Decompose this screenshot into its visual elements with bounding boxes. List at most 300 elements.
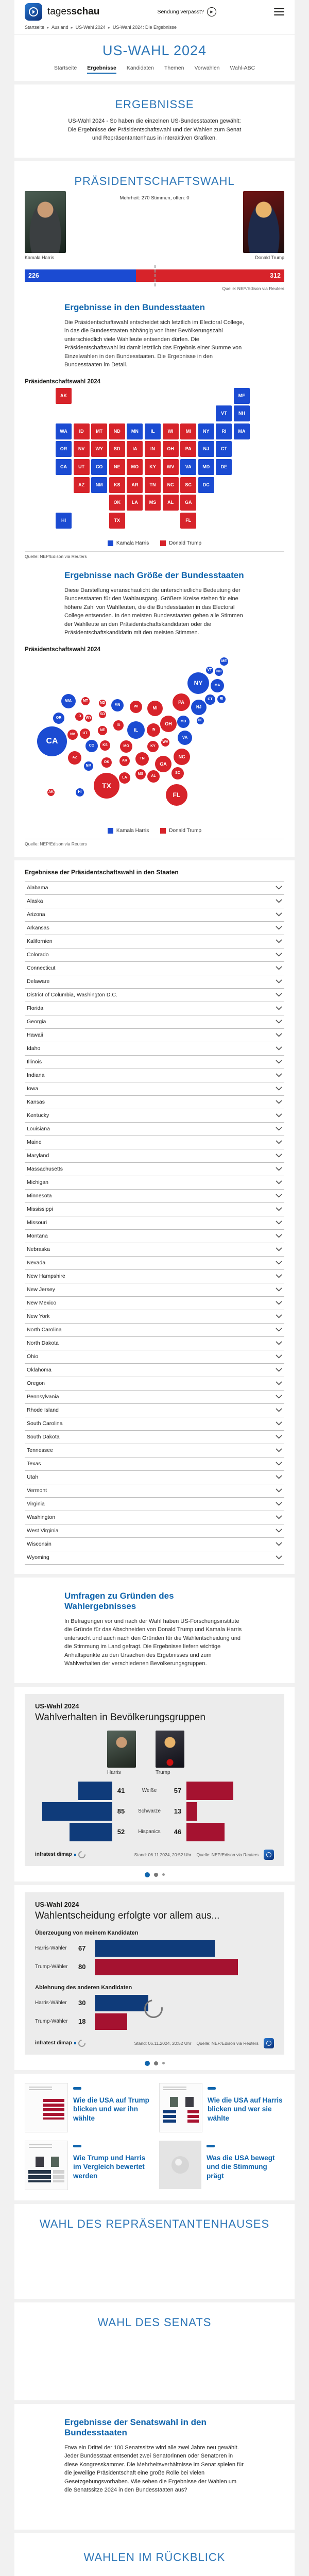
demographic-row: 52 Hispanics 46 <box>35 1822 274 1842</box>
chevron-down-icon <box>276 1408 282 1412</box>
section-repraesentantenhaus <box>14 2204 295 2299</box>
chevron-down-icon <box>276 979 282 984</box>
map-state-AK[interactable]: AK <box>56 388 72 404</box>
state-accordion-row[interactable]: Vermont <box>25 1484 284 1497</box>
chevron-down-icon <box>276 1127 282 1131</box>
bubble-TX[interactable]: TX <box>94 773 119 799</box>
chevron-down-icon <box>276 1247 282 1251</box>
carousel-dot[interactable] <box>154 2061 158 2065</box>
infografik-teaser-grid <box>14 2074 295 2200</box>
infografik-teaser[interactable] <box>159 2141 284 2190</box>
teaser-title: Wie Trump und Harris im Vergleich bewertet werden <box>73 2154 150 2181</box>
source-note: Quelle: NEP/Edison via Reuters <box>25 286 284 291</box>
chevron-down-icon <box>276 1154 282 1158</box>
map-state-IN[interactable]: IN <box>145 441 161 457</box>
map-state-UT[interactable]: UT <box>74 459 90 475</box>
president-state-map <box>25 388 284 535</box>
page <box>14 0 295 2576</box>
legend-item: Kamala Harris <box>108 540 149 546</box>
state-accordion-row[interactable]: Montana <box>25 1229 284 1243</box>
bubble-MO[interactable]: MO <box>120 740 132 753</box>
map-state-SC[interactable]: SC <box>180 477 196 493</box>
demographics-chart-card <box>25 1694 284 1866</box>
bubble-ME[interactable]: ME <box>220 657 228 666</box>
state-accordion-row[interactable]: Wyoming <box>25 1551 284 1565</box>
state-accordion-row[interactable]: Idaho <box>25 1042 284 1055</box>
bubble-UT[interactable]: UT <box>80 728 90 739</box>
bubble-ID[interactable]: ID <box>75 713 83 721</box>
bubble-SD[interactable]: SD <box>99 711 106 718</box>
hub-tab[interactable]: Kandidaten <box>127 65 154 74</box>
state-accordion-row[interactable]: Wisconsin <box>25 1537 284 1551</box>
senate-results-heading: Ergebnisse der Senatswahl in den Bundesstaaten <box>64 2417 245 2438</box>
bubble-HI[interactable]: HI <box>76 788 84 796</box>
bubble-MS[interactable]: MS <box>135 769 146 779</box>
bubble-CT[interactable]: CT <box>205 694 215 705</box>
source-note: Quelle: NEP/Edison via Reuters <box>197 2041 259 2046</box>
bubble-TN[interactable]: TN <box>135 752 149 766</box>
state-accordion-row[interactable]: Nebraska <box>25 1243 284 1256</box>
decision-row: Harris-Wähler 30 <box>35 1994 274 2012</box>
bubble-MT[interactable]: MT <box>81 697 90 705</box>
brand-bold: schau <box>71 6 99 17</box>
map-state-HI[interactable]: HI <box>56 513 72 529</box>
tagesschau-mini-logo-icon <box>264 2038 274 2048</box>
trump-votes: 312 <box>270 272 281 279</box>
decision-chart-card <box>25 1892 284 2055</box>
bubble-GA[interactable]: GA <box>155 756 171 772</box>
bubble-WY[interactable]: WY <box>85 715 92 722</box>
bubble-legend <box>14 828 295 834</box>
breadcrumb-item[interactable]: Startseite ▸ <box>25 25 52 30</box>
state-accordion-row[interactable]: Connecticut <box>25 961 284 975</box>
harris-votes: 226 <box>28 272 39 279</box>
state-accordion-row[interactable]: Massachusetts <box>25 1162 284 1176</box>
map-state-DE[interactable]: DE <box>216 459 232 475</box>
map-state-CA[interactable]: CA <box>56 459 72 475</box>
source-note: Quelle: NEP/Edison via Reuters <box>25 841 284 846</box>
state-accordion-row[interactable]: Pennsylvania <box>25 1390 284 1403</box>
demographic-rows <box>35 1781 274 1842</box>
state-accordion-row[interactable]: New York <box>25 1310 284 1323</box>
map-state-SD[interactable]: SD <box>109 441 125 457</box>
bilder-badge <box>73 2087 81 2090</box>
bubble-KY[interactable]: KY <box>147 741 159 752</box>
state-accordion-row[interactable]: Minnesota <box>25 1189 284 1202</box>
brand-wordmark[interactable] <box>47 6 99 18</box>
legend-swatch-icon <box>108 540 113 546</box>
infratest-arc-icon <box>77 2038 87 2048</box>
state-accordion-row[interactable]: Virginia <box>25 1497 284 1511</box>
map-state-OK[interactable]: OK <box>109 495 125 511</box>
map-state-OH[interactable]: OH <box>163 441 179 457</box>
chevron-down-icon <box>276 939 282 943</box>
map-state-IA[interactable]: IA <box>127 441 143 457</box>
president-bubble-map <box>25 657 284 823</box>
bubble-KS[interactable]: KS <box>100 740 110 751</box>
teaser-title: Was die USA bewegt und die Stimmung prägt <box>207 2154 284 2181</box>
state-accordion-row[interactable]: Rhode Island <box>25 1403 284 1417</box>
map-state-WI[interactable]: WI <box>163 423 179 439</box>
state-accordion-row[interactable]: Nevada <box>25 1256 284 1269</box>
state-accordion-row[interactable]: District of Columbia, Washington D.C. <box>25 988 284 1002</box>
bubble-AZ[interactable]: AZ <box>68 751 81 765</box>
bubble-OR[interactable]: OR <box>53 713 64 724</box>
state-accordion-row[interactable]: New Hampshire <box>25 1269 284 1283</box>
state-accordion-row[interactable]: South Carolina <box>25 1417 284 1430</box>
carousel-dot-active[interactable] <box>145 2061 150 2066</box>
map-state-LA[interactable]: LA <box>127 495 143 511</box>
chevron-down-icon <box>276 1314 282 1318</box>
site-header <box>14 0 295 81</box>
chevron-down-icon <box>276 1261 282 1265</box>
infratest-dot-icon <box>74 1854 76 1856</box>
chart-title: Wahlverhalten in Bevölkerungsgruppen <box>35 1712 274 1723</box>
map-state-FL[interactable]: FL <box>180 513 196 529</box>
state-accordion-row[interactable]: Florida <box>25 1002 284 1015</box>
chevron-down-icon <box>276 1046 282 1050</box>
chevron-down-icon <box>276 1328 282 1332</box>
teaser-thumbnail <box>25 2083 68 2132</box>
bubble-CO[interactable]: CO <box>85 740 98 752</box>
decision-row: Trump-Wähler 80 <box>35 1958 274 1976</box>
map-state-CO[interactable]: CO <box>91 459 107 475</box>
map-state-IL[interactable]: IL <box>145 423 161 439</box>
bubble-NY[interactable]: NY <box>187 672 209 694</box>
section-umfragen <box>14 1578 295 1683</box>
infografik-teaser[interactable] <box>25 2083 150 2132</box>
chevron-down-icon <box>276 1207 282 1211</box>
state-accordion-row[interactable]: Texas <box>25 1457 284 1470</box>
bubble-AL[interactable]: AL <box>147 770 160 783</box>
bubble-PA[interactable]: PA <box>173 693 190 711</box>
bubble-VT[interactable]: VT <box>206 667 213 674</box>
map-state-MA[interactable]: MA <box>234 423 250 439</box>
chevron-down-icon <box>276 1448 282 1452</box>
infratest-arc-icon <box>77 1850 87 1860</box>
bubble-IL[interactable]: IL <box>127 721 145 739</box>
map-state-KS[interactable]: KS <box>109 477 125 493</box>
legend-swatch-icon <box>160 540 166 546</box>
map-state-TX[interactable]: TX <box>109 513 125 529</box>
majority-note: Mehrheit: 270 Stimmen, offen: 0 <box>25 191 284 201</box>
bubble-MI[interactable]: MI <box>147 701 163 716</box>
bubble-WI[interactable]: WI <box>130 701 142 713</box>
chevron-down-icon <box>276 1301 282 1305</box>
map-legend <box>14 540 295 546</box>
map-state-NV[interactable]: NV <box>74 441 90 457</box>
state-accordion-row[interactable]: Oklahoma <box>25 1363 284 1377</box>
section-praesidentschaftswahl <box>14 161 295 857</box>
state-accordion-row[interactable]: Alaska <box>25 894 284 908</box>
bubble-NM[interactable]: NM <box>84 761 93 771</box>
map-state-DC[interactable]: DC <box>198 477 214 493</box>
state-accordion-row[interactable]: Arkansas <box>25 921 284 935</box>
bubble-WA[interactable]: WA <box>61 694 76 708</box>
trump-votes-bar <box>136 269 284 282</box>
map-state-NM[interactable]: NM <box>91 477 107 493</box>
chevron-down-icon <box>276 912 282 917</box>
hub-tab[interactable]: Ergebnisse <box>87 65 116 74</box>
hub-tab[interactable]: Vorwahlen <box>194 65 219 74</box>
teaser-thumbnail <box>159 2083 202 2132</box>
chevron-down-icon <box>276 993 282 997</box>
harris-votes-bar <box>25 269 136 282</box>
carousel-dot-active[interactable] <box>145 1872 150 1877</box>
chart-title: Wahlentscheidung erfolgte vor allem aus... <box>35 1910 274 1922</box>
legend-item: Kamala Harris <box>108 828 149 834</box>
carousel-dot[interactable] <box>162 2062 165 2064</box>
bubble-CA[interactable]: CA <box>37 726 67 756</box>
chevron-down-icon <box>276 1180 282 1184</box>
chevron-down-icon <box>276 899 282 903</box>
map-state-NJ[interactable]: NJ <box>198 441 214 457</box>
bubble-NE[interactable]: NE <box>98 726 107 735</box>
map-state-MO[interactable]: MO <box>127 459 143 475</box>
bubble-NH[interactable]: NH <box>215 668 223 676</box>
chevron-down-icon <box>276 1488 282 1493</box>
bubble-LA[interactable]: LA <box>119 772 130 784</box>
map-label: Präsidentschaftswahl 2024 <box>25 379 295 385</box>
bilder-badge <box>208 2087 216 2090</box>
teaser-thumbnail <box>159 2141 201 2189</box>
map-state-NE[interactable]: NE <box>109 459 125 475</box>
map-state-ID[interactable]: ID <box>74 423 90 439</box>
map-state-RI[interactable]: RI <box>216 423 232 439</box>
harris-caption: Harris <box>107 1770 121 1775</box>
states-subheading: Ergebnisse in den Bundesstaaten <box>64 302 245 313</box>
bubble-AR[interactable]: AR <box>119 756 130 766</box>
section-chart-decision <box>14 1885 295 2070</box>
house-heading: WAHL DES REPRÄSENTANTENHAUSES <box>14 2217 295 2231</box>
bubble-IN[interactable]: IN <box>147 723 160 737</box>
map-state-AL[interactable]: AL <box>163 495 179 511</box>
legend-swatch-icon <box>108 828 113 834</box>
harris-photo <box>25 191 66 253</box>
bubble-NC[interactable]: NC <box>174 749 190 765</box>
teaser-title: Wie die USA auf Trump blicken und wer ihn wählte <box>73 2096 150 2123</box>
state-accordion-row[interactable]: Mississippi <box>25 1202 284 1216</box>
map-state-ND[interactable]: ND <box>109 423 125 439</box>
page-title: US-WAHL 2024 <box>14 43 295 59</box>
source-note: Quelle: NEP/Edison via Reuters <box>197 1852 259 1857</box>
map-state-MN[interactable]: MN <box>127 423 143 439</box>
chevron-down-icon <box>276 1542 282 1546</box>
state-accordion-row[interactable]: North Dakota <box>25 1336 284 1350</box>
state-accordion-row[interactable]: Kalifornien <box>25 935 284 948</box>
section-rueckblick <box>14 2533 295 2576</box>
state-accordion-row[interactable]: South Dakota <box>25 1430 284 1444</box>
state-accordion-row[interactable]: Delaware <box>25 975 284 988</box>
bilder-badge <box>207 2145 215 2147</box>
trump-name: Donald Trump <box>255 255 284 260</box>
state-accordion-row[interactable]: Indiana <box>25 1069 284 1082</box>
chevron-down-icon <box>276 886 282 890</box>
bubble-SC[interactable]: SC <box>171 767 184 779</box>
demographic-row: 85 Schwarze 13 <box>35 1801 274 1822</box>
state-accordion-row[interactable]: Washington <box>25 1511 284 1524</box>
bubble-VA[interactable]: VA <box>178 731 192 745</box>
map-state-OR[interactable]: OR <box>56 441 72 457</box>
chevron-down-icon <box>276 1274 282 1278</box>
state-accordion-row[interactable]: Maine <box>25 1136 284 1149</box>
bubble-OK[interactable]: OK <box>101 757 112 768</box>
state-accordion-row[interactable]: Utah <box>25 1470 284 1484</box>
umfragen-heading: Umfragen zu Gründen des Wahlergebnisses <box>64 1591 245 1612</box>
senate-results-text: Etwa ein Drittel der 100 Senatssitze wird alle zwei Jahre neu gewählt. Jeder Bundesstaat entsendet zwei Senatorinnen oder Senatoren in diese Kongresskammer. Die Mehrheitsverhältnisse im Senat spielen für die jeweilige Präsidentschaft eine große Rolle bei vielen Gesetzgebungsvorhaben. Wie sehen die Ergebnisse der Wahlen um die Senatssitze 2024 in den Bundesstaaten aus? <box>64 2444 245 2495</box>
hub-tabs <box>14 65 295 74</box>
chevron-down-icon <box>276 1341 282 1345</box>
map-state-CT[interactable]: CT <box>216 441 232 457</box>
electoral-bar <box>25 269 284 282</box>
bubble-MA[interactable]: MA <box>211 679 224 692</box>
tagesschau-mini-logo-icon <box>264 1850 274 1860</box>
legend-item: Donald Trump <box>160 828 201 834</box>
breadcrumb <box>14 24 295 35</box>
hub-tab[interactable]: Themen <box>164 65 184 74</box>
infratest-dimap-logo: infratest dimap <box>35 1851 85 1858</box>
state-accordion-row[interactable]: Colorado <box>25 948 284 961</box>
decision-group-label: Überzeugung von meinem Kandidaten <box>35 1930 274 1936</box>
map-state-WY[interactable]: WY <box>91 441 107 457</box>
majority-marker <box>154 265 156 286</box>
map-state-MS[interactable]: MS <box>145 495 161 511</box>
bubble-ND[interactable]: ND <box>99 700 106 707</box>
size-subheading: Ergebnisse nach Größe der Bundesstaaten <box>64 570 245 581</box>
bubble-OH[interactable]: OH <box>160 716 177 732</box>
map-state-ME[interactable]: ME <box>234 388 250 404</box>
state-accordion-row[interactable]: Illinois <box>25 1055 284 1069</box>
bubble-MD[interactable]: MD <box>177 716 190 728</box>
chevron-down-icon <box>276 1515 282 1519</box>
bubble-DE[interactable]: DE <box>197 717 204 724</box>
bubble-NJ[interactable]: NJ <box>191 700 207 715</box>
chevron-down-icon <box>276 1113 282 1117</box>
breadcrumb-item[interactable]: US-Wahl 2024: Die Ergebnisse <box>113 25 177 30</box>
chevron-down-icon <box>276 953 282 957</box>
map-state-WV[interactable]: WV <box>163 459 179 475</box>
state-accordion-row[interactable]: North Carolina <box>25 1323 284 1336</box>
decision-row: Harris-Wähler 67 <box>35 1939 274 1958</box>
map-state-AZ[interactable]: AZ <box>74 477 90 493</box>
carousel-dot[interactable] <box>154 1873 158 1877</box>
map-state-NC[interactable]: NC <box>163 477 179 493</box>
state-accordion-row[interactable]: Missouri <box>25 1216 284 1229</box>
state-accordion-row[interactable]: Kansas <box>25 1095 284 1109</box>
map-state-NH[interactable]: NH <box>234 405 250 421</box>
state-accordion-row[interactable]: New Jersey <box>25 1283 284 1296</box>
bubble-WV[interactable]: WV <box>161 738 169 747</box>
chevron-down-icon <box>276 1221 282 1225</box>
infografik-teaser[interactable] <box>25 2141 150 2190</box>
umfragen-text: In Befragungen vor und nach der Wahl haben US-Forschungsinstitute die Gründe für das Abschneiden von Donald Trump und Kamala Harris untersucht und auch nach den Gründen für die Wahlentscheidung und die Stimmung im Land gefragt. Die Ergebnisse liefern wichtige Anhaltspunkte zu den Ursachen des Ergebnisses und zum Wahlverhalten der verschiedenen Bevölkerungsgruppen. <box>64 1617 245 1668</box>
trump-photo <box>243 191 284 253</box>
map-state-KY[interactable]: KY <box>145 459 161 475</box>
map-state-WA[interactable]: WA <box>56 423 72 439</box>
map-state-MI[interactable]: MI <box>180 423 196 439</box>
state-accordion-row[interactable]: New Mexico <box>25 1296 284 1310</box>
bubble-IA[interactable]: IA <box>113 720 124 731</box>
state-accordion-row[interactable]: Arizona <box>25 908 284 921</box>
map-state-NY[interactable]: NY <box>198 423 214 439</box>
trump-caption: Trump <box>156 1770 170 1775</box>
section-senat <box>14 2302 295 2400</box>
chart-kicker: US-Wahl 2024 <box>35 1702 274 1710</box>
infratest-dimap-logo: infratest dimap <box>35 2040 85 2047</box>
source-note: Quelle: NEP/Edison via Reuters <box>25 554 284 559</box>
size-text: Diese Darstellung veranschaulicht die unterschiedliche Bedeutung der Bundesstaaten für den Wahlausgang. Größere Kreise stehen für eine höhere Zahl von Wahlleuten, die die Bundesstaaten in das Electoral College entsenden. In den meisten Bundesstaaten gehen alle Stimmen der Wahlleute an den Präsidentschaftskandidaten oder die Präsidentschaftskandidatin mit den meisten Stimmen. <box>64 586 245 637</box>
states-text: Die Präsidentschaftswahl entscheidet sich letztlich im Electoral College, in das die Bundesstaaten abhängig von ihrer Bevölkerungszahl unterschiedlich viele Wahlleute entsenden dürfen. Die Präsidentschaftswahl ist damit letztlich das Ergebnis einer Summe von Einzelwahlen in den Bundesstaaten. Die Ergebnisse in den Bundesstaaten im Detail. <box>64 318 245 369</box>
breadcrumb-item[interactable]: Ausland ▸ <box>52 25 76 30</box>
state-accordion-row[interactable]: Ohio <box>25 1350 284 1363</box>
chevron-down-icon <box>276 966 282 970</box>
tagesschau-logo-icon[interactable] <box>25 3 42 21</box>
map-state-MT[interactable]: MT <box>91 423 107 439</box>
chevron-down-icon <box>276 1555 282 1560</box>
state-accordion-row[interactable]: Alabama <box>25 881 284 894</box>
state-accordion-row[interactable]: Oregon <box>25 1377 284 1390</box>
state-accordion-row[interactable]: Michigan <box>25 1176 284 1189</box>
chevron-down-icon <box>276 1502 282 1506</box>
state-accordion-row[interactable]: Louisiana <box>25 1122 284 1136</box>
chevron-down-icon <box>276 1395 282 1399</box>
state-accordion-row[interactable]: Maryland <box>25 1149 284 1162</box>
hub-tab[interactable]: Startseite <box>54 65 77 74</box>
state-accordion-row[interactable]: Iowa <box>25 1082 284 1095</box>
map-state-TN[interactable]: TN <box>145 477 161 493</box>
teaser-thumbnail <box>25 2141 68 2190</box>
map-state-VT[interactable]: VT <box>216 405 232 421</box>
state-accordion-row[interactable]: Tennessee <box>25 1444 284 1457</box>
ergebnisse-intro-text: US-Wahl 2024 - So haben die einzelnen US-Bundesstaaten gewählt: Die Ergebnisse der Präsidentschaftswahl und der Wahlen zum Senat und Repräsentantenhaus in interaktiven Grafiken. <box>64 117 245 143</box>
chevron-down-icon <box>276 1060 282 1064</box>
carousel-dots <box>14 1866 295 1879</box>
section-ergebnisse <box>14 84 295 158</box>
missed-show-button[interactable] <box>157 7 216 16</box>
carousel-dot[interactable] <box>162 1873 165 1876</box>
harris-name: Kamala Harris <box>25 255 54 260</box>
chevron-down-icon <box>276 1529 282 1533</box>
state-accordion-row[interactable]: Hawaii <box>25 1028 284 1042</box>
stand-note: Stand: 06.11.2024, 20:52 Uhr <box>134 1852 192 1857</box>
chevron-down-icon <box>276 1167 282 1171</box>
map-state-GA[interactable]: GA <box>180 495 196 511</box>
ergebnisse-heading: ERGEBNISSE <box>14 84 295 111</box>
hub-tab[interactable]: Wahl-ABC <box>230 65 255 74</box>
chevron-down-icon <box>276 1421 282 1426</box>
map-state-AR[interactable]: AR <box>127 477 143 493</box>
map-state-VA[interactable]: VA <box>180 459 196 475</box>
breadcrumb-item[interactable]: US-Wahl 2024 ▸ <box>76 25 113 30</box>
bubble-FL[interactable]: FL <box>166 784 187 806</box>
map-state-MD[interactable]: MD <box>198 459 214 475</box>
demographic-row: 41 Weiße 57 <box>35 1781 274 1801</box>
bubble-NV[interactable]: NV <box>67 730 78 740</box>
state-accordion-row[interactable]: Kentucky <box>25 1109 284 1122</box>
bubble-AK[interactable]: AK <box>47 789 55 796</box>
bubble-MN[interactable]: MN <box>111 699 124 711</box>
decision-group-label: Ablehnung des anderen Kandidaten <box>35 1985 274 1991</box>
chevron-down-icon <box>276 1435 282 1439</box>
hamburger-menu-icon[interactable] <box>274 8 284 15</box>
chevron-down-icon <box>276 1020 282 1024</box>
infografik-teaser[interactable] <box>159 2083 284 2132</box>
map-state-PA[interactable]: PA <box>180 441 196 457</box>
missed-show-label: Sendung verpasst? <box>157 9 203 15</box>
state-accordion-row[interactable]: Georgia <box>25 1015 284 1028</box>
bubble-RI[interactable]: RI <box>217 695 226 703</box>
state-accordion-row[interactable]: West Virginia <box>25 1524 284 1537</box>
